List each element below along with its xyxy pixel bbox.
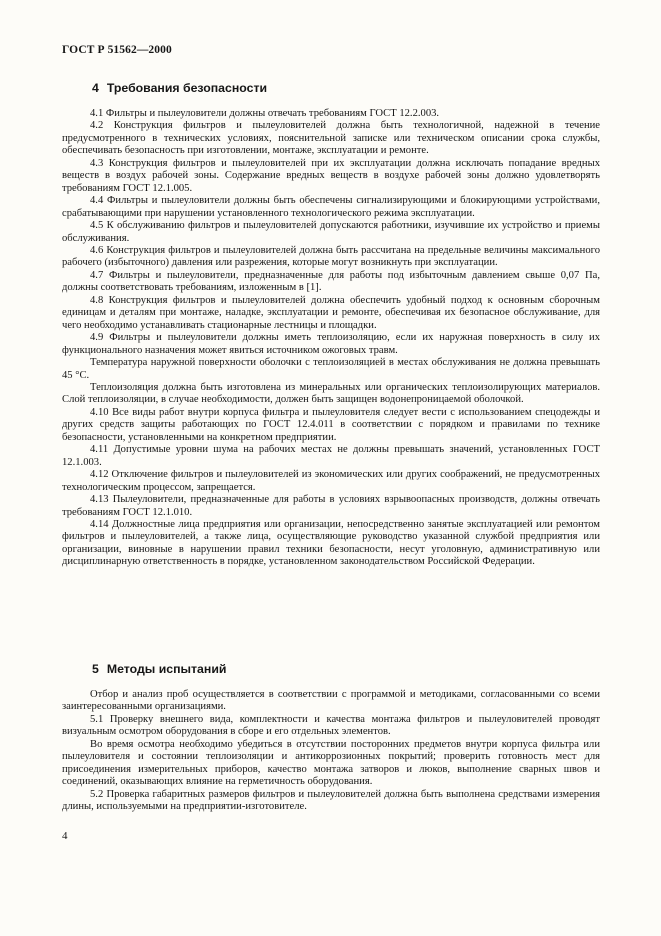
page-number: 4 — [62, 830, 68, 842]
paragraph: 4.1 Фильтры и пылеуловители должны отвечать требованиям ГОСТ 12.2.003. — [90, 108, 440, 119]
paragraph: 4.14 Должностные лица предприятия или организации, непосредственно занятые эксплуатацией или ремонтом фильтров и пылеуловителей, а также лица, осуществляющие руководство указанной службой предприятия или организации, виновные в нарушении правил техники безопасности, несут уголовную, административную или дисциплинарную ответственность в порядке, установленном законодательством Российской Федерации. — [62, 518, 600, 568]
paragraph: 5.1 Проверку внешнего вида, комплектности и качества монтажа фильтров и пылеуловителей проводят визуальным осмотром оборудования в сборе и его отдельных элементов. — [62, 713, 600, 738]
paragraph: 4.3 Конструкция фильтров и пылеуловителей при их эксплуатации должна исключать попадание вредных веществ в воздух рабочей зоны. Содержание вредных веществ в воздухе рабочей зоны должно удовлетворять требованиям ГОСТ 12.1.005. — [62, 157, 600, 194]
document-header: ГОСТ Р 51562—2000 — [62, 44, 172, 56]
paragraph: 5.2 Проверка габаритных размеров фильтров и пылеуловителей должна быть выполнена средствами измерения длины, используемыми на предприятии-изготовителе. — [62, 788, 600, 813]
section-body — [62, 108, 600, 569]
paragraph: 4.12 Отключение фильтров и пылеуловителей из экономических или других соображений, не предусмотренных технологическим процессом, запрещается. — [62, 469, 600, 493]
paragraph: 4.6 Конструкция фильтров и пылеуловителей должна быть рассчитана на предельные величины максимального рабочего (избыточного) давления или разрежения, которые могут возникнуть при эксплуатации. — [62, 244, 600, 269]
paragraph: 4.9 Фильтры и пылеуловители должны иметь теплоизоляцию, если их наружная поверхность в силу их функционального назначения может явиться источником ожоговых травм. — [62, 332, 600, 356]
paragraph: Температура наружной поверхности оболочки с теплоизоляцией в местах обслуживания не должна превышать 45 °С. — [62, 357, 600, 381]
section-safety-requirements — [62, 81, 600, 569]
paragraph: 4.4 Фильтры и пылеуловители должны быть обеспечены сигнализирующими и блокирующими устройствами, срабатывающими при нарушении установленного технологического режима эксплуатации. — [62, 195, 600, 219]
paragraph: Отбор и анализ проб осуществляется в соответствии с программой и методиками, согласованными со всеми заинтересованными организациями. — [62, 689, 600, 713]
paragraph: 4.8 Конструкция фильтров и пылеуловителей должна обеспечить удобный подход к основным сборочным единицам и деталям при монтаже, наладке, эксплуатации и ремонте, обеспечивая их безопасное обслуживание, для чего необходимо устанавливать стационарные лестницы и площадки. — [62, 294, 600, 331]
paragraph: Во время осмотра необходимо убедиться в отсутствии посторонних предметов внутри корпуса фильтра или пылеуловителя и состоянии теплоизоляции и антикоррозионных покрытий; проверить готовность мест для присоединения измерительных приборов, качество монтажа затворов и люков, выполнение сварных швов и соединений, оказывающих влияние на герметичность оборудования. — [62, 738, 600, 788]
section-title: Требования безопасности — [106, 81, 268, 95]
section-body — [62, 689, 600, 814]
section-test-methods — [62, 662, 600, 814]
paragraph: 4.10 Все виды работ внутри корпуса фильтра и пылеуловителя следует вести с использованием спецодежды и других средств защиты работающих по ГОСТ 12.4.011 в соответствии с порядком и правилами по технике безопасности, установленными на конкретном предприятии. — [62, 406, 600, 443]
section-title: Методы испытаний — [106, 662, 227, 676]
paragraph: 4.2 Конструкция фильтров и пылеуловителей должна быть технологичной, надежной в течение предусмотренного в технических условиях, пояснительной записке или техническом описании срока службы, обеспечивать безопасность при изготовлении, монтаже, эксплуатации и ремонте. — [62, 120, 600, 157]
section-number: 4 — [92, 81, 99, 95]
section-heading — [92, 81, 600, 95]
paragraph: Теплоизоляция должна быть изготовлена из минеральных или органических теплоизолирующих материалов. Слой теплоизоляции, в случае необходимости, должен быть защищен водонепроницаемой оболочкой. — [62, 381, 600, 406]
paragraph: 4.7 Фильтры и пылеуловители, предназначенные для работы под избыточным давлением свыше 0,07 Па, должны соответствовать требованиям, изложенным в [1]. — [62, 269, 600, 294]
paragraph: 4.11 Допустимые уровни шума на рабочих местах не должны превышать значений, установленных ГОСТ 12.1.003. — [62, 444, 600, 468]
paragraph: 4.13 Пылеуловители, предназначенные для работы в условиях взрывоопасных производств, должны отвечать требованиям ГОСТ 12.1.010. — [62, 494, 600, 518]
section-heading — [92, 662, 600, 676]
paragraph: 4.5 К обслуживанию фильтров и пылеуловителей допускаются работники, изучившие их устройство и приемы обслуживания. — [62, 220, 600, 244]
section-number: 5 — [92, 662, 99, 676]
